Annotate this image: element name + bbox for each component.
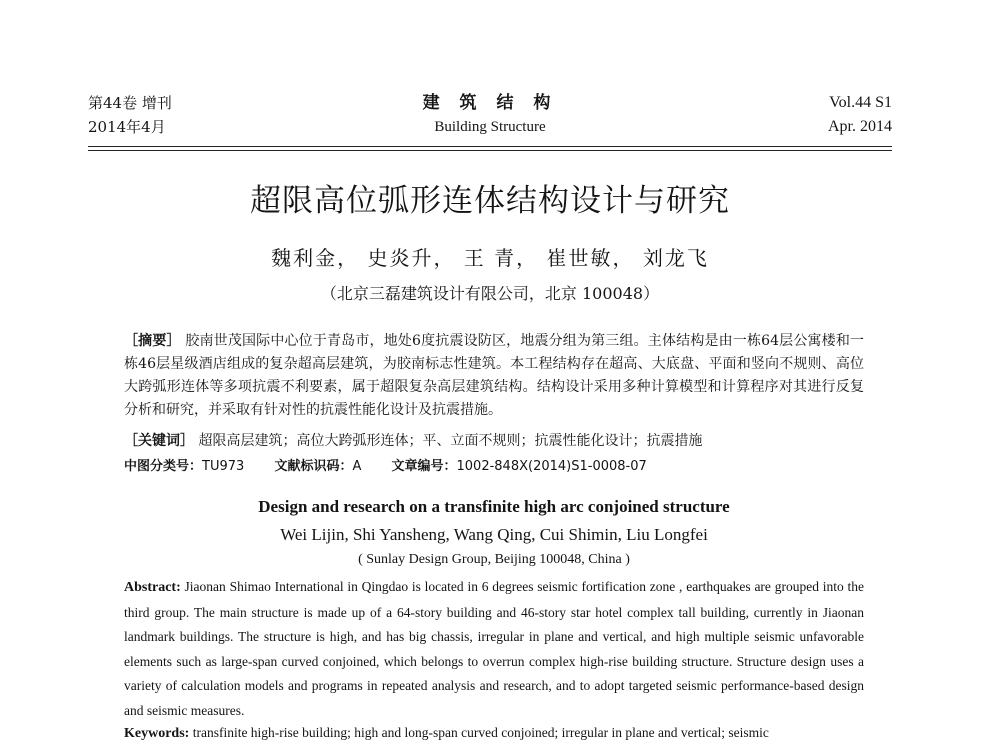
affiliation: （北京三磊建筑设计有限公司，北京 100048） xyxy=(320,284,660,303)
english-affiliation: ( Sunlay Design Group, Beijing 100048, China ) xyxy=(358,552,630,567)
header-rule-top xyxy=(88,146,892,147)
journal-header xyxy=(88,92,892,148)
publication-date-cn: 2014年4月 xyxy=(88,118,166,136)
clc-label: 中图分类号： xyxy=(124,459,203,474)
clc-value: TU973 xyxy=(202,459,245,474)
keywords-text: 超限高层建筑；高位大跨弧形连体；平、立面不规则；抗震性能化设计；抗震措施 xyxy=(198,433,703,449)
journal-name-cn: 建 筑 结 构 xyxy=(422,93,558,113)
classification-line xyxy=(124,456,864,478)
english-author-list: Wei Lijin, Shi Yansheng, Wang Qing, Cui Shimin, Liu Longfei xyxy=(280,525,708,544)
abstract-label: ［摘要］ xyxy=(124,333,181,349)
journal-name-en: Building Structure xyxy=(434,119,546,135)
chinese-abstract xyxy=(124,330,864,422)
english-keywords-text: transfinite high-rise building; high and long-span curved conjoined; irregular in plane and vertical; seismic xyxy=(192,725,769,740)
article-number-value: 1002-848X(2014)S1-0008-07 xyxy=(456,459,647,474)
article-number-label: 文章编号： xyxy=(391,459,457,474)
volume-en: Vol.44 S1 xyxy=(829,94,892,111)
english-keywords-label: Keywords: xyxy=(124,726,190,741)
chinese-keywords xyxy=(124,430,864,453)
paper-title: 超限高位弧形连体结构设计与研究 xyxy=(250,183,730,219)
publication-date-en: Apr. 2014 xyxy=(828,118,892,135)
english-abstract-label: Abstract: xyxy=(124,580,181,595)
keywords-label: ［关键词］ xyxy=(124,433,194,449)
english-keywords xyxy=(124,721,864,746)
english-title: Design and research on a transfinite high arc conjoined structure xyxy=(258,497,730,516)
author-list: 魏利金， 史炎升， 王 青， 崔世敏， 刘龙飞 xyxy=(271,246,709,270)
abstract-text: 胶南世茂国际中心位于青岛市，地处6度抗震设防区，地震分组为第三组。主体结构是由一栋64层公寓楼和一栋46层星级酒店组成的复杂超高层建筑，为胶南标志性建筑。本工程结构存在超高、大底盘、平面和竖向不规则、高位大跨弧形连体等多项抗震不利要素，属于超限复杂高层建筑结构。结构设计采用多种计算模型和计算程序对其进行反复分析和研究，并采取有针对性的抗震性能化设计及抗震措施。 xyxy=(124,333,864,418)
doc-code-value: A xyxy=(352,459,362,474)
english-abstract xyxy=(124,575,864,723)
volume-issue: 第44卷 增刊 xyxy=(88,94,172,112)
doc-code-label: 文献标识码： xyxy=(274,459,353,474)
english-abstract-text: Jiaonan Shimao International in Qingdao is located in 6 degrees seismic fortification zone , earthquakes are grouped into the third group. The main structure is made up of a 64-story building and 46-story star hotel complex tall building, currently in Jiaonan landmark buildings. The structure is high, and has big chassis, irregular in plane and vertical, and high multiple seismic unfavorable elements such as large-span curved conjoined, which belongs to overrun complex high-rise building structure. Structure design uses a variety of calculation models and programs in repeated analysis and research, and to adopt targeted seismic performance-based design and seismic measures. xyxy=(124,579,864,718)
header-rule-bottom xyxy=(88,150,892,151)
